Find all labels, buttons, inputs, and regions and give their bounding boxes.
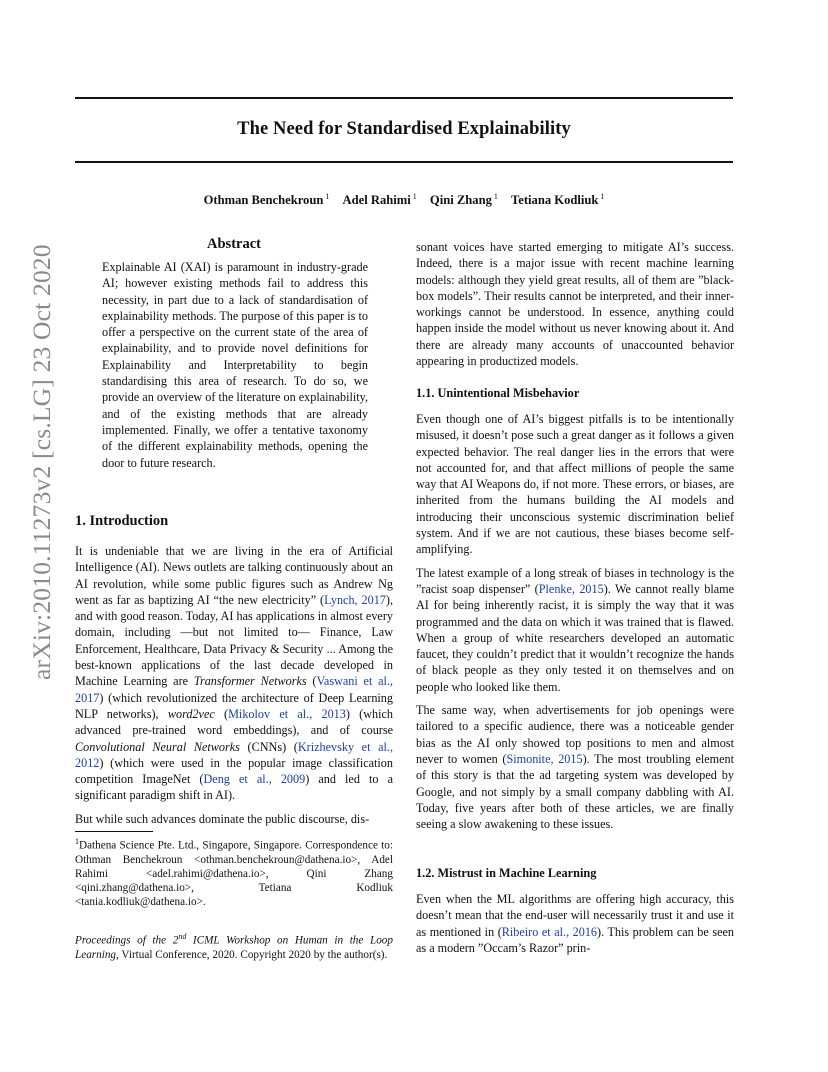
intro-heading: 1. Introduction bbox=[75, 513, 169, 529]
intro-paragraph-2-cont: sonant voices have started emerging to mitigate AI’s success. Indeed, there is a major issue with recent machine learning models: although they yield great results, all of them are ”black-box models”. Their results cannot be interpreted, and their inner-workings cannot be understood. In essence, anything could happen inside the model without us never knowing about it. And there are already many accounts of unaccounted behavior appearing in productized models. bbox=[416, 240, 734, 369]
author-name: Qini Zhang bbox=[429, 193, 492, 207]
author bbox=[343, 192, 417, 208]
text-run: ). We cannot really blame AI for being inherently racist, it is simply the way that it was programmed and the data on which it was trained that is flawed. When a group of white researchers developed an automatic faucet, they couldn’t predict that it wouldn’t recognize the hands of black people as they only tested it on themselves and on people who looked like them. bbox=[416, 581, 735, 694]
footnote-mark: 1 bbox=[75, 837, 79, 846]
text-run: Even when the ML algorithms are offering high accuracy, this doesn’t mean that the end-user will necessarily trust it and use it as mentioned in ( bbox=[416, 892, 734, 939]
text-run: ). This problem can be seen as a modern ”Occam’s Razor” prin- bbox=[416, 924, 734, 955]
italic-term: Convolutional Neural Networks bbox=[75, 739, 240, 754]
superscript: nd bbox=[178, 932, 187, 941]
text-run: The same way, when advertisements for job openings were tailored to a specific audience, there was a noticeable gender bias as the AI only showed top positions to men and almost never to women ( bbox=[416, 703, 734, 766]
section-1-1-paragraph-2 bbox=[416, 565, 734, 695]
title-bottom-rule bbox=[75, 161, 733, 163]
footnote-text: Dathena Science Pte. Ltd., Singapore, Singapore. Correspondence to: Othman Benchekroun <othman.benchekroun@dathena.io>, Adel Rahimi <adel.rahimi@dathena.io>, Qini Zhang <qini.zhang@dathena.io>, Tetiana Kodliuk <tania.kodliuk@dathena.io>. bbox=[75, 839, 393, 908]
text-run: ) (which advanced pre-trained word embeddings), and of course bbox=[75, 706, 394, 738]
section-1-1-paragraph-1: Even though one of AI’s biggest pitfalls is to be intentionally misused, it doesn’t pose such a great danger as it follows a given expected behavior. The real danger lies in the errors that were not accounted for, and that affect millions of people the same way that AI Weapons do, if not more. These errors, or biases, are inherited from the humans building the AI models and introducing their unconscious systemic discrimination belief system. And if we are not cautious, these biases become self-amplifying. bbox=[416, 412, 734, 557]
affiliation-mark: 1 bbox=[325, 192, 330, 201]
section-1-2-body bbox=[416, 891, 734, 963]
text-run: ( bbox=[214, 706, 229, 721]
text-run: Proceedings of the 2 bbox=[75, 934, 179, 947]
citation-link[interactable]: Lynch, 2017 bbox=[324, 592, 386, 607]
text-run: (CNNs) ( bbox=[239, 739, 298, 754]
text-run: ) (which revolutionized the architecture of Deep Learning NLP networks), bbox=[75, 690, 393, 721]
title-top-rule bbox=[75, 97, 733, 99]
text-run: ) (which were used in the popular image classification competition ImageNet ( bbox=[75, 755, 393, 787]
text-run: The latest example of a long streak of biases in technology is the ”racist soap dispenser” ( bbox=[416, 565, 734, 596]
text-run: ) and led to a significant paradigm shift in AI). bbox=[75, 772, 393, 803]
section-1-1-heading: 1.1. Unintentional Misbehavior bbox=[416, 386, 580, 400]
text-run: It is undeniable that we are living in the era of Artificial Intelligence (AI). News outlets are talking continuously about an AI revolution, while some public figures such as Andrew Ng went as far as baptizing AI “the new electricity” ( bbox=[75, 544, 393, 607]
footnote-rule bbox=[75, 831, 153, 832]
citation-link[interactable]: Vaswani et al., 2017 bbox=[75, 674, 393, 705]
text-run: , Virtual Conference, 2020. Copyright 2020 by the author(s). bbox=[116, 948, 388, 961]
author bbox=[204, 192, 330, 208]
section-1-1-paragraph-3 bbox=[416, 702, 734, 832]
affiliation-footnote bbox=[75, 835, 393, 909]
author-list bbox=[75, 192, 733, 208]
author-name: Othman Benchekroun bbox=[203, 193, 324, 207]
citation-link[interactable]: Simonite, 2015 bbox=[506, 751, 583, 766]
right-column-top bbox=[416, 239, 734, 376]
proceedings-note bbox=[75, 930, 393, 962]
affiliation-mark: 1 bbox=[412, 192, 417, 201]
author bbox=[430, 192, 498, 208]
italic-term: Transformer Networks bbox=[193, 674, 307, 689]
arxiv-stamp: arXiv:2010.11273v2 [cs.LG] 23 Oct 2020 bbox=[27, 244, 56, 680]
citation-link[interactable]: Ribeiro et al., 2016 bbox=[501, 924, 598, 939]
author-name: Tetiana Kodliuk bbox=[511, 193, 599, 207]
text-run: ( bbox=[306, 674, 317, 689]
citation-link[interactable]: Krizhevsky et al., 2012 bbox=[75, 739, 394, 770]
author bbox=[511, 192, 604, 208]
paper-title: The Need for Standardised Explainability bbox=[237, 119, 571, 139]
text-run: ), and with good reason. Today, AI has applications in almost every domain, including —but not limited to— Finance, Law Enforcement, Healthcare, Data Privacy & Security ... Among the best-known applications of the last decade developed in Machine Learning are bbox=[75, 592, 394, 689]
text-run: ICML Workshop on Human in the Loop Learning bbox=[75, 934, 393, 961]
affiliation-mark: 1 bbox=[493, 192, 498, 201]
author-name: Adel Rahimi bbox=[342, 193, 411, 207]
abstract-text: Explainable AI (XAI) is paramount in industry-grade AI; however existing methods fail to address this necessity, in part due to a lack of standardisation of explainability methods. The purpose of this paper is to offer a perspective on the current state of the area of explainability, and to provide novel definitions for Explainability and Interpretability to begin standardising this area of research. To do so, we provide an overview of the literature on explainability, and of the existing methods that are already implemented. Finally, we offer a tentative taxonomy of the different explainability methods, opening the door to future research. bbox=[102, 260, 368, 470]
citation-link[interactable]: Mikolov et al., 2013 bbox=[228, 706, 346, 721]
affiliation-mark: 1 bbox=[600, 192, 605, 201]
intro-left-column bbox=[75, 543, 393, 834]
section-1-2-paragraph-1 bbox=[416, 891, 734, 956]
intro-paragraph-1 bbox=[75, 543, 393, 804]
citation-link[interactable]: Plenke, 2015 bbox=[538, 581, 604, 596]
abstract-heading: Abstract bbox=[207, 236, 261, 252]
section-1-1-body bbox=[416, 411, 734, 839]
intro-paragraph-2-start: But while such advances dominate the public discourse, dis- bbox=[75, 811, 370, 826]
italic-term: word2vec bbox=[167, 706, 215, 721]
citation-link[interactable]: Deng et al., 2009 bbox=[203, 772, 306, 787]
section-1-2-heading: 1.2. Mistrust in Machine Learning bbox=[416, 866, 597, 880]
text-run: ). The most troubling element of this story is that the ad targeting system was developed by Google, and not simply by a small company dabbling with AI. Today, five years after both of these articles, we are finally seeing a slow awakening to these issues. bbox=[416, 751, 735, 832]
